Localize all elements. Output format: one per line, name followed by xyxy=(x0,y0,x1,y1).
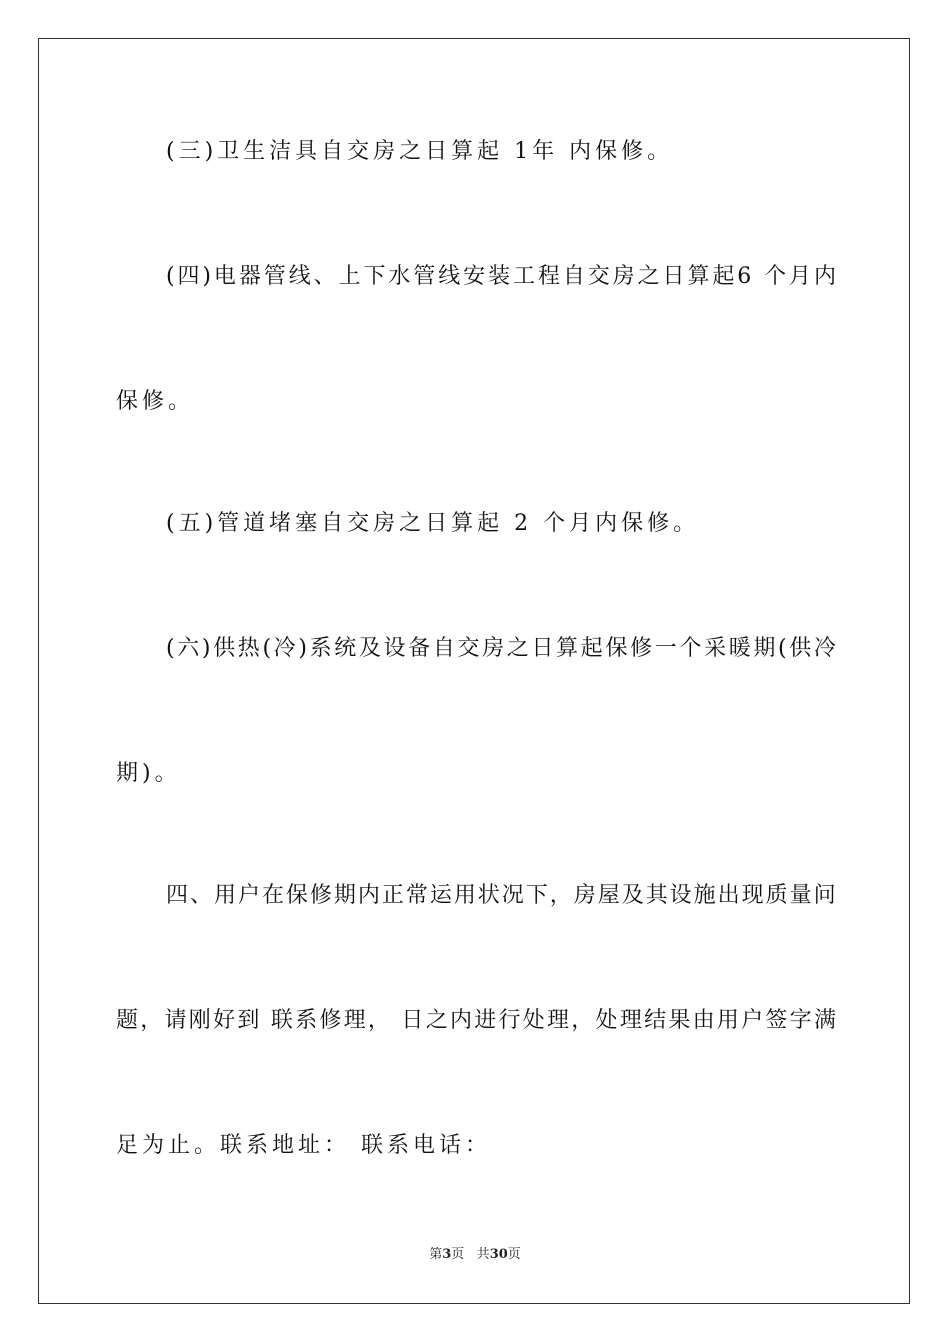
line-char: 修 xyxy=(319,1008,342,1033)
line-char: 量 xyxy=(789,883,812,908)
line-char: 工 xyxy=(512,264,535,289)
line-char xyxy=(392,1006,399,1036)
line-char: 日 xyxy=(401,1008,424,1033)
line-char: 电 xyxy=(213,264,236,289)
line-char: 之 xyxy=(506,636,529,661)
line-char: 程 xyxy=(537,264,560,289)
line-char: 户 xyxy=(237,883,260,908)
paragraph-line-1: (三)卫生洁具自交房之日算起 1年 内保修。 xyxy=(166,139,674,164)
line-char: ( xyxy=(778,636,787,661)
line-char: 及 xyxy=(621,883,644,908)
paragraph-line-9: 足为止。联系地址： 联系电话： xyxy=(116,1133,491,1158)
line-char: ( xyxy=(262,636,272,661)
page-border xyxy=(38,38,910,1304)
footer-page-total: 30 xyxy=(489,1247,508,1262)
footer-page-current: 3 xyxy=(442,1247,452,1262)
line-char: 水 xyxy=(388,264,411,289)
line-char: 内 xyxy=(813,264,836,289)
paragraph-line-4: (五)管道堵塞自交房之日算起 2 个月内保修。 xyxy=(166,511,700,536)
line-char: 器 xyxy=(238,264,261,289)
line-char: 请 xyxy=(164,1008,187,1033)
paragraph-line-7 xyxy=(166,881,836,911)
line-char: 签 xyxy=(765,1008,788,1033)
line-char: 、 xyxy=(313,264,336,289)
paragraph-line-8 xyxy=(116,1006,836,1036)
line-char: 系 xyxy=(309,636,332,661)
line-char: 用 xyxy=(716,1008,739,1033)
line-char: 题 xyxy=(116,1008,139,1033)
line-char: 之 xyxy=(425,1008,448,1033)
line-char: 现 xyxy=(741,883,764,908)
line-char: 户 xyxy=(741,1008,764,1033)
line-char: 算 xyxy=(687,264,710,289)
line-char: 处 xyxy=(522,1008,545,1033)
footer-page-prefix: 第 xyxy=(429,1247,443,1262)
page-footer xyxy=(0,1246,950,1264)
line-char: 况 xyxy=(501,883,524,908)
line-char: 房 xyxy=(612,264,635,289)
line-char: 下 xyxy=(363,264,386,289)
line-char: 供 xyxy=(789,636,812,661)
line-char: 线 xyxy=(288,264,311,289)
line-char: 下 xyxy=(525,883,548,908)
line-char: 常 xyxy=(405,883,428,908)
line-char: 保 xyxy=(285,883,308,908)
line-char: 采 xyxy=(704,636,727,661)
line-char: 房 xyxy=(482,636,505,661)
line-char: 修 xyxy=(630,636,653,661)
line-char: 备 xyxy=(408,636,431,661)
line-char: 出 xyxy=(717,883,740,908)
line-char: 正 xyxy=(381,883,404,908)
paragraph-line-3: 保修。 xyxy=(116,389,195,414)
line-char: 日 xyxy=(662,264,685,289)
line-char: 期 xyxy=(333,883,356,908)
line-char: 六 xyxy=(177,636,200,661)
line-char: 保 xyxy=(605,636,628,661)
line-char: 满 xyxy=(813,1008,836,1033)
line-char: 状 xyxy=(477,883,500,908)
line-char: 个 xyxy=(764,264,787,289)
line-char: 热 xyxy=(237,636,260,661)
line-char: 内 xyxy=(357,883,380,908)
line-char: 交 xyxy=(587,264,610,289)
line-char: 果 xyxy=(668,1008,691,1033)
line-char: ) xyxy=(298,636,307,661)
line-char: 系 xyxy=(295,1008,318,1033)
line-char: 在 xyxy=(261,883,284,908)
line-char: 其 xyxy=(645,883,668,908)
line-char: ) xyxy=(201,636,211,661)
line-char: 交 xyxy=(457,636,480,661)
line-char: 设 xyxy=(669,883,692,908)
footer-total-suffix: 页 xyxy=(507,1247,521,1262)
line-char: 冷 xyxy=(813,636,836,661)
line-char: 刚 xyxy=(188,1008,211,1033)
line-char: 设 xyxy=(383,636,406,661)
line-char: 好 xyxy=(213,1008,236,1033)
line-char: 算 xyxy=(556,636,579,661)
line-char: 供 xyxy=(213,636,236,661)
line-char: 、 xyxy=(189,883,212,908)
line-char: ， xyxy=(140,1008,163,1033)
line-char: 线 xyxy=(438,264,461,289)
line-char: 理 xyxy=(343,1008,366,1033)
line-char: 结 xyxy=(644,1008,667,1033)
line-char: 自 xyxy=(432,636,455,661)
line-char: 问 xyxy=(813,883,836,908)
line-char: 联 xyxy=(270,1008,293,1033)
line-char: 房 xyxy=(573,883,596,908)
line-char: 自 xyxy=(562,264,585,289)
line-char: 起 xyxy=(712,264,735,289)
line-char: 字 xyxy=(789,1008,812,1033)
line-char: ) xyxy=(202,264,212,289)
paragraph-line-6: 期)。 xyxy=(116,761,181,786)
footer-page-suffix: 页 xyxy=(451,1247,465,1262)
line-char: 月 xyxy=(789,264,812,289)
line-char: 统 xyxy=(334,636,357,661)
line-char: 用 xyxy=(213,883,236,908)
line-char: 暖 xyxy=(728,636,751,661)
line-char: 期 xyxy=(753,636,776,661)
line-char xyxy=(262,1006,269,1036)
line-char: 起 xyxy=(580,636,603,661)
line-char: 一 xyxy=(654,636,677,661)
line-char: 屋 xyxy=(597,883,620,908)
line-char: 用 xyxy=(453,883,476,908)
line-char: 进 xyxy=(474,1008,497,1033)
footer-total-prefix: 共 xyxy=(476,1247,490,1262)
line-char: 理 xyxy=(619,1008,642,1033)
line-char: 个 xyxy=(679,636,702,661)
line-char: 施 xyxy=(693,883,716,908)
line-char: 日 xyxy=(531,636,554,661)
paragraph-line-5 xyxy=(166,634,836,664)
line-char: 由 xyxy=(692,1008,715,1033)
line-char xyxy=(754,262,761,292)
line-char: 6 xyxy=(737,264,752,289)
line-char: 四 xyxy=(166,883,189,908)
line-char: 四 xyxy=(177,264,200,289)
line-char: 修 xyxy=(309,883,332,908)
line-char: 及 xyxy=(358,636,381,661)
line-char: 装 xyxy=(488,264,511,289)
line-char: ( xyxy=(166,264,175,289)
line-char: ， xyxy=(367,1008,390,1033)
line-char: 运 xyxy=(429,883,452,908)
line-char: 管 xyxy=(413,264,436,289)
line-char: 冷 xyxy=(273,636,296,661)
line-char: 处 xyxy=(595,1008,618,1033)
line-char: 管 xyxy=(263,264,286,289)
line-char: 行 xyxy=(498,1008,521,1033)
line-char: 理 xyxy=(547,1008,570,1033)
line-char: ， xyxy=(571,1008,594,1033)
paragraph-line-2 xyxy=(166,262,836,292)
line-char: 安 xyxy=(463,264,486,289)
line-char: ， xyxy=(549,883,572,908)
line-char: 质 xyxy=(765,883,788,908)
line-char: 内 xyxy=(449,1008,472,1033)
line-char: 到 xyxy=(237,1008,260,1033)
line-char: 上 xyxy=(338,264,361,289)
line-char: 之 xyxy=(637,264,660,289)
line-char: ( xyxy=(166,636,175,661)
